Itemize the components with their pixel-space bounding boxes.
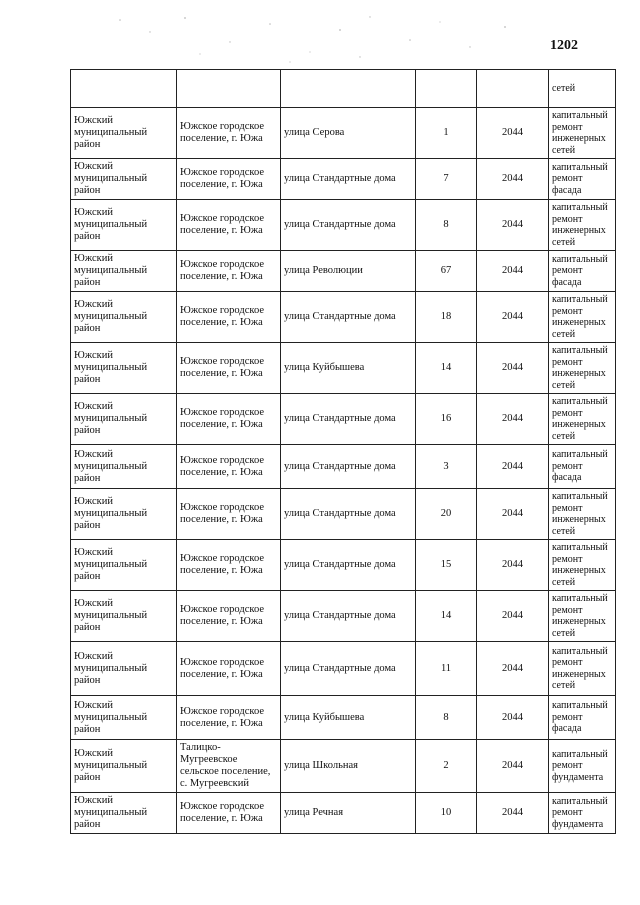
work-type-cell: капитальный ремонт инженерных сетей [549, 591, 616, 642]
settlement-cell: Южское городское поселение, г. Южа [177, 200, 281, 251]
house-number-cell: 20 [416, 489, 477, 540]
work-type-cell: капитальный ремонт инженерных сетей [549, 108, 616, 159]
settlement-cell: Южское городское поселение, г. Южа [177, 251, 281, 292]
street-cell: улица Стандартные дома [281, 540, 416, 591]
district-cell: Южский муниципальный район [71, 642, 177, 696]
table-row [71, 394, 616, 445]
table-row [71, 540, 616, 591]
year-cell: 2044 [477, 642, 549, 696]
work-type-cell: капитальный ремонт инженерных сетей [549, 200, 616, 251]
settlement-cell: Южское городское поселение, г. Южа [177, 292, 281, 343]
work-type-cell: капитальный ремонт фасада [549, 251, 616, 292]
district-cell: Южский муниципальный район [71, 793, 177, 834]
district-cell: Южский муниципальный район [71, 108, 177, 159]
page-number: 1202 [550, 38, 578, 53]
house-number-cell: 16 [416, 394, 477, 445]
year-cell: 2044 [477, 200, 549, 251]
work-type-cell: капитальный ремонт фасада [549, 445, 616, 489]
table-row [71, 343, 616, 394]
work-type-cell: капитальный ремонт инженерных сетей [549, 394, 616, 445]
work-type-cell: капитальный ремонт фундамента [549, 740, 616, 793]
table-row [71, 696, 616, 740]
work-type-cell: капитальный ремонт инженерных сетей [549, 540, 616, 591]
house-number-cell: 10 [416, 793, 477, 834]
house-number-cell: 1 [416, 108, 477, 159]
table-row [71, 793, 616, 834]
district-cell: Южский муниципальный район [71, 292, 177, 343]
settlement-cell [177, 70, 281, 108]
district-cell [71, 70, 177, 108]
district-cell: Южский муниципальный район [71, 445, 177, 489]
street-cell: улица Стандартные дома [281, 591, 416, 642]
housing-repair-table [70, 69, 616, 834]
year-cell: 2044 [477, 793, 549, 834]
street-cell: улица Стандартные дома [281, 445, 416, 489]
table-row [71, 591, 616, 642]
house-number-cell: 2 [416, 740, 477, 793]
table-row [71, 740, 616, 793]
year-cell: 2044 [477, 108, 549, 159]
settlement-cell: Южское городское поселение, г. Южа [177, 793, 281, 834]
settlement-cell: Южское городское поселение, г. Южа [177, 642, 281, 696]
work-type-cell: сетей [549, 70, 616, 108]
settlement-cell: Талицко-Мугреевское сельское поселение, с. Мугреевский [177, 740, 281, 793]
house-number-cell: 8 [416, 200, 477, 251]
house-number-cell: 67 [416, 251, 477, 292]
settlement-cell: Южское городское поселение, г. Южа [177, 394, 281, 445]
house-number-cell: 7 [416, 159, 477, 200]
work-type-cell: капитальный ремонт инженерных сетей [549, 642, 616, 696]
year-cell: 2044 [477, 591, 549, 642]
table-row [71, 108, 616, 159]
street-cell [281, 70, 416, 108]
work-type-cell: капитальный ремонт инженерных сетей [549, 489, 616, 540]
year-cell: 2044 [477, 445, 549, 489]
work-type-cell: капитальный ремонт фасада [549, 696, 616, 740]
street-cell: улица Стандартные дома [281, 292, 416, 343]
house-number-cell: 14 [416, 343, 477, 394]
house-number-cell: 8 [416, 696, 477, 740]
street-cell: улица Серова [281, 108, 416, 159]
street-cell: улица Куйбышева [281, 696, 416, 740]
district-cell: Южский муниципальный район [71, 591, 177, 642]
settlement-cell: Южское городское поселение, г. Южа [177, 540, 281, 591]
district-cell: Южский муниципальный район [71, 343, 177, 394]
street-cell: улица Стандартные дома [281, 394, 416, 445]
year-cell: 2044 [477, 159, 549, 200]
house-number-cell: 18 [416, 292, 477, 343]
work-type-cell: капитальный ремонт фасада [549, 159, 616, 200]
settlement-cell: Южское городское поселение, г. Южа [177, 489, 281, 540]
table-row [71, 70, 616, 108]
district-cell: Южский муниципальный район [71, 394, 177, 445]
district-cell: Южский муниципальный район [71, 251, 177, 292]
street-cell: улица Революции [281, 251, 416, 292]
district-cell: Южский муниципальный район [71, 489, 177, 540]
year-cell: 2044 [477, 251, 549, 292]
year-cell: 2044 [477, 292, 549, 343]
street-cell: улица Стандартные дома [281, 200, 416, 251]
house-number-cell: 11 [416, 642, 477, 696]
settlement-cell: Южское городское поселение, г. Южа [177, 108, 281, 159]
district-cell: Южский муниципальный район [71, 740, 177, 793]
street-cell: улица Куйбышева [281, 343, 416, 394]
table-row [71, 159, 616, 200]
year-cell: 2044 [477, 540, 549, 591]
table-row [71, 489, 616, 540]
work-type-cell: капитальный ремонт фундамента [549, 793, 616, 834]
table-body [71, 70, 616, 834]
table-row [71, 292, 616, 343]
district-cell: Южский муниципальный район [71, 540, 177, 591]
street-cell: улица Речная [281, 793, 416, 834]
settlement-cell: Южское городское поселение, г. Южа [177, 159, 281, 200]
table-row [71, 642, 616, 696]
table-row [71, 445, 616, 489]
work-type-cell: капитальный ремонт инженерных сетей [549, 292, 616, 343]
street-cell: улица Стандартные дома [281, 159, 416, 200]
district-cell: Южский муниципальный район [71, 200, 177, 251]
street-cell: улица Стандартные дома [281, 642, 416, 696]
house-number-cell: 3 [416, 445, 477, 489]
settlement-cell: Южское городское поселение, г. Южа [177, 445, 281, 489]
year-cell: 2044 [477, 343, 549, 394]
year-cell: 2044 [477, 489, 549, 540]
scan-noise [110, 12, 530, 72]
work-type-cell: капитальный ремонт инженерных сетей [549, 343, 616, 394]
settlement-cell: Южское городское поселение, г. Южа [177, 591, 281, 642]
street-cell: улица Школьная [281, 740, 416, 793]
street-cell: улица Стандартные дома [281, 489, 416, 540]
district-cell: Южский муниципальный район [71, 159, 177, 200]
year-cell: 2044 [477, 740, 549, 793]
house-number-cell [416, 70, 477, 108]
table-row [71, 200, 616, 251]
settlement-cell: Южское городское поселение, г. Южа [177, 343, 281, 394]
year-cell [477, 70, 549, 108]
house-number-cell: 15 [416, 540, 477, 591]
district-cell: Южский муниципальный район [71, 696, 177, 740]
settlement-cell: Южское городское поселение, г. Южа [177, 696, 281, 740]
house-number-cell: 14 [416, 591, 477, 642]
table-row [71, 251, 616, 292]
year-cell: 2044 [477, 696, 549, 740]
year-cell: 2044 [477, 394, 549, 445]
